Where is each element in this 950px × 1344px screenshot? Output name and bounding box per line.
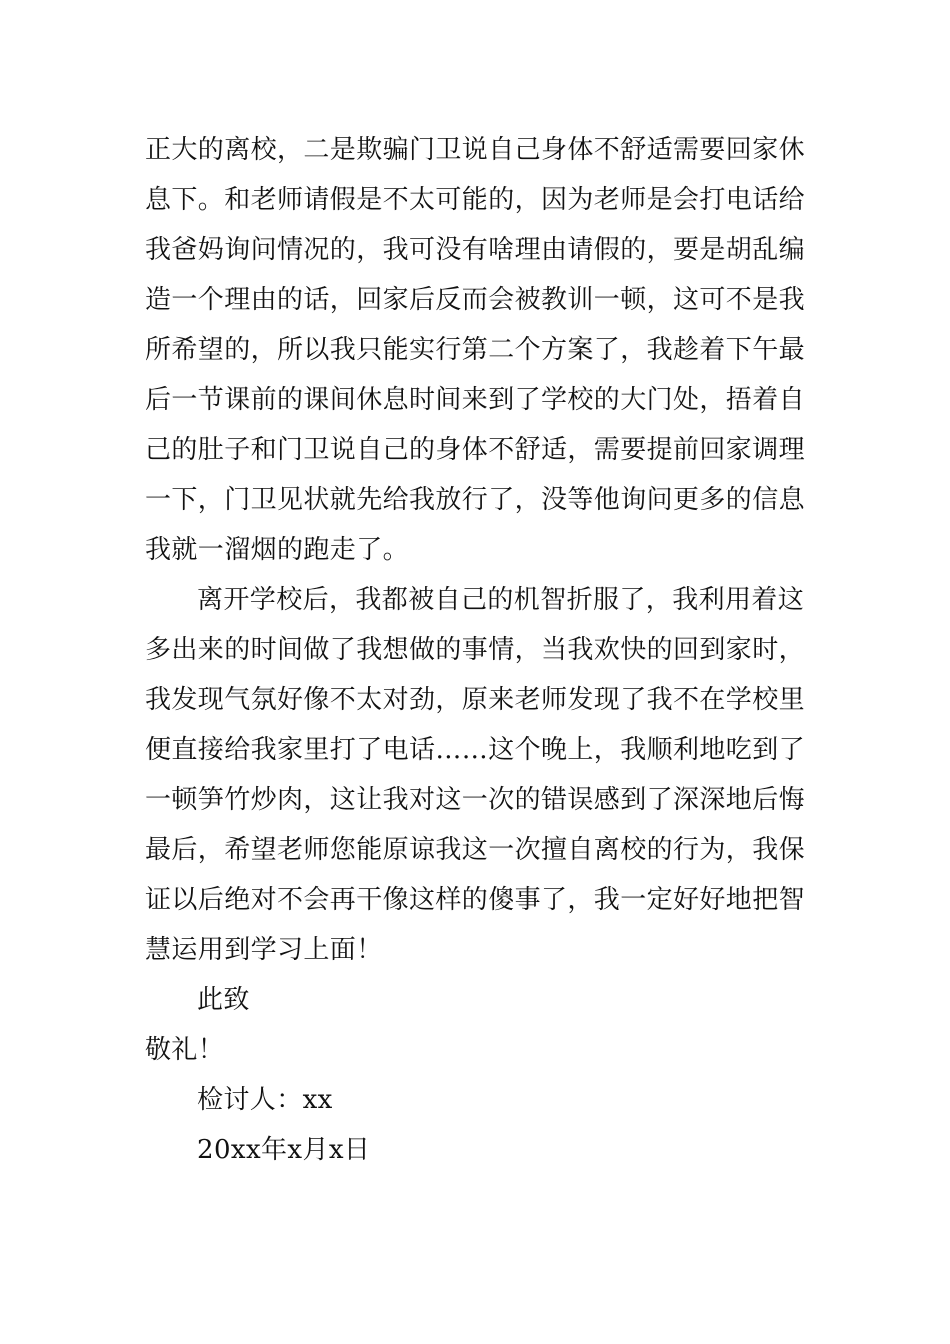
text-line: 我爸妈询问情况的，我可没有啥理由请假的，要是胡乱编 <box>145 235 806 265</box>
closing-salutation: 此致 <box>197 985 250 1015</box>
closing-regards: 敬礼！ <box>145 1035 225 1065</box>
text-line: 一下，门卫见状就先给我放行了，没等他询问更多的信息 <box>145 485 806 515</box>
text-line: 所希望的，所以我只能实行第二个方案了，我趁着下午最 <box>145 335 806 365</box>
text-line: 己的肚子和门卫说自己的身体不舒适，需要提前回家调理 <box>145 435 806 465</box>
text-line: 后一节课前的课间休息时间来到了学校的大门处，捂着自 <box>145 385 806 415</box>
text-line: 最后，希望老师您能原谅我这一次擅自离校的行为，我保 <box>145 835 806 865</box>
text-line: 离开学校后，我都被自己的机智折服了，我利用着这 <box>197 585 805 615</box>
signature: 检讨人：xx <box>197 1085 333 1115</box>
text-line: 我发现气氛好像不太对劲，原来老师发现了我不在学校里 <box>145 685 806 715</box>
text-line: 多出来的时间做了我想做的事情，当我欢快的回到家时， <box>145 635 806 665</box>
text-line: 我就一溜烟的跑走了。 <box>145 535 410 565</box>
text-line: 慧运用到学习上面！ <box>145 935 383 965</box>
text-line: 造一个理由的话，回家后反而会被教训一顿，这可不是我 <box>145 285 806 315</box>
text-line: 证以后绝对不会再干像这样的傻事了，我一定好好地把智 <box>145 885 806 915</box>
text-line: 一顿笋竹炒肉，这让我对这一次的错误感到了深深地后悔 <box>145 785 806 815</box>
date: 20xx年x月x日 <box>197 1135 371 1165</box>
text-line: 正大的离校，二是欺骗门卫说自己身体不舒适需要回家休 <box>145 135 806 165</box>
text-line: 息下。和老师请假是不太可能的，因为老师是会打电话给 <box>145 185 806 215</box>
text-line: 便直接给我家里打了电话……这个晚上，我顺利地吃到了 <box>145 735 806 765</box>
